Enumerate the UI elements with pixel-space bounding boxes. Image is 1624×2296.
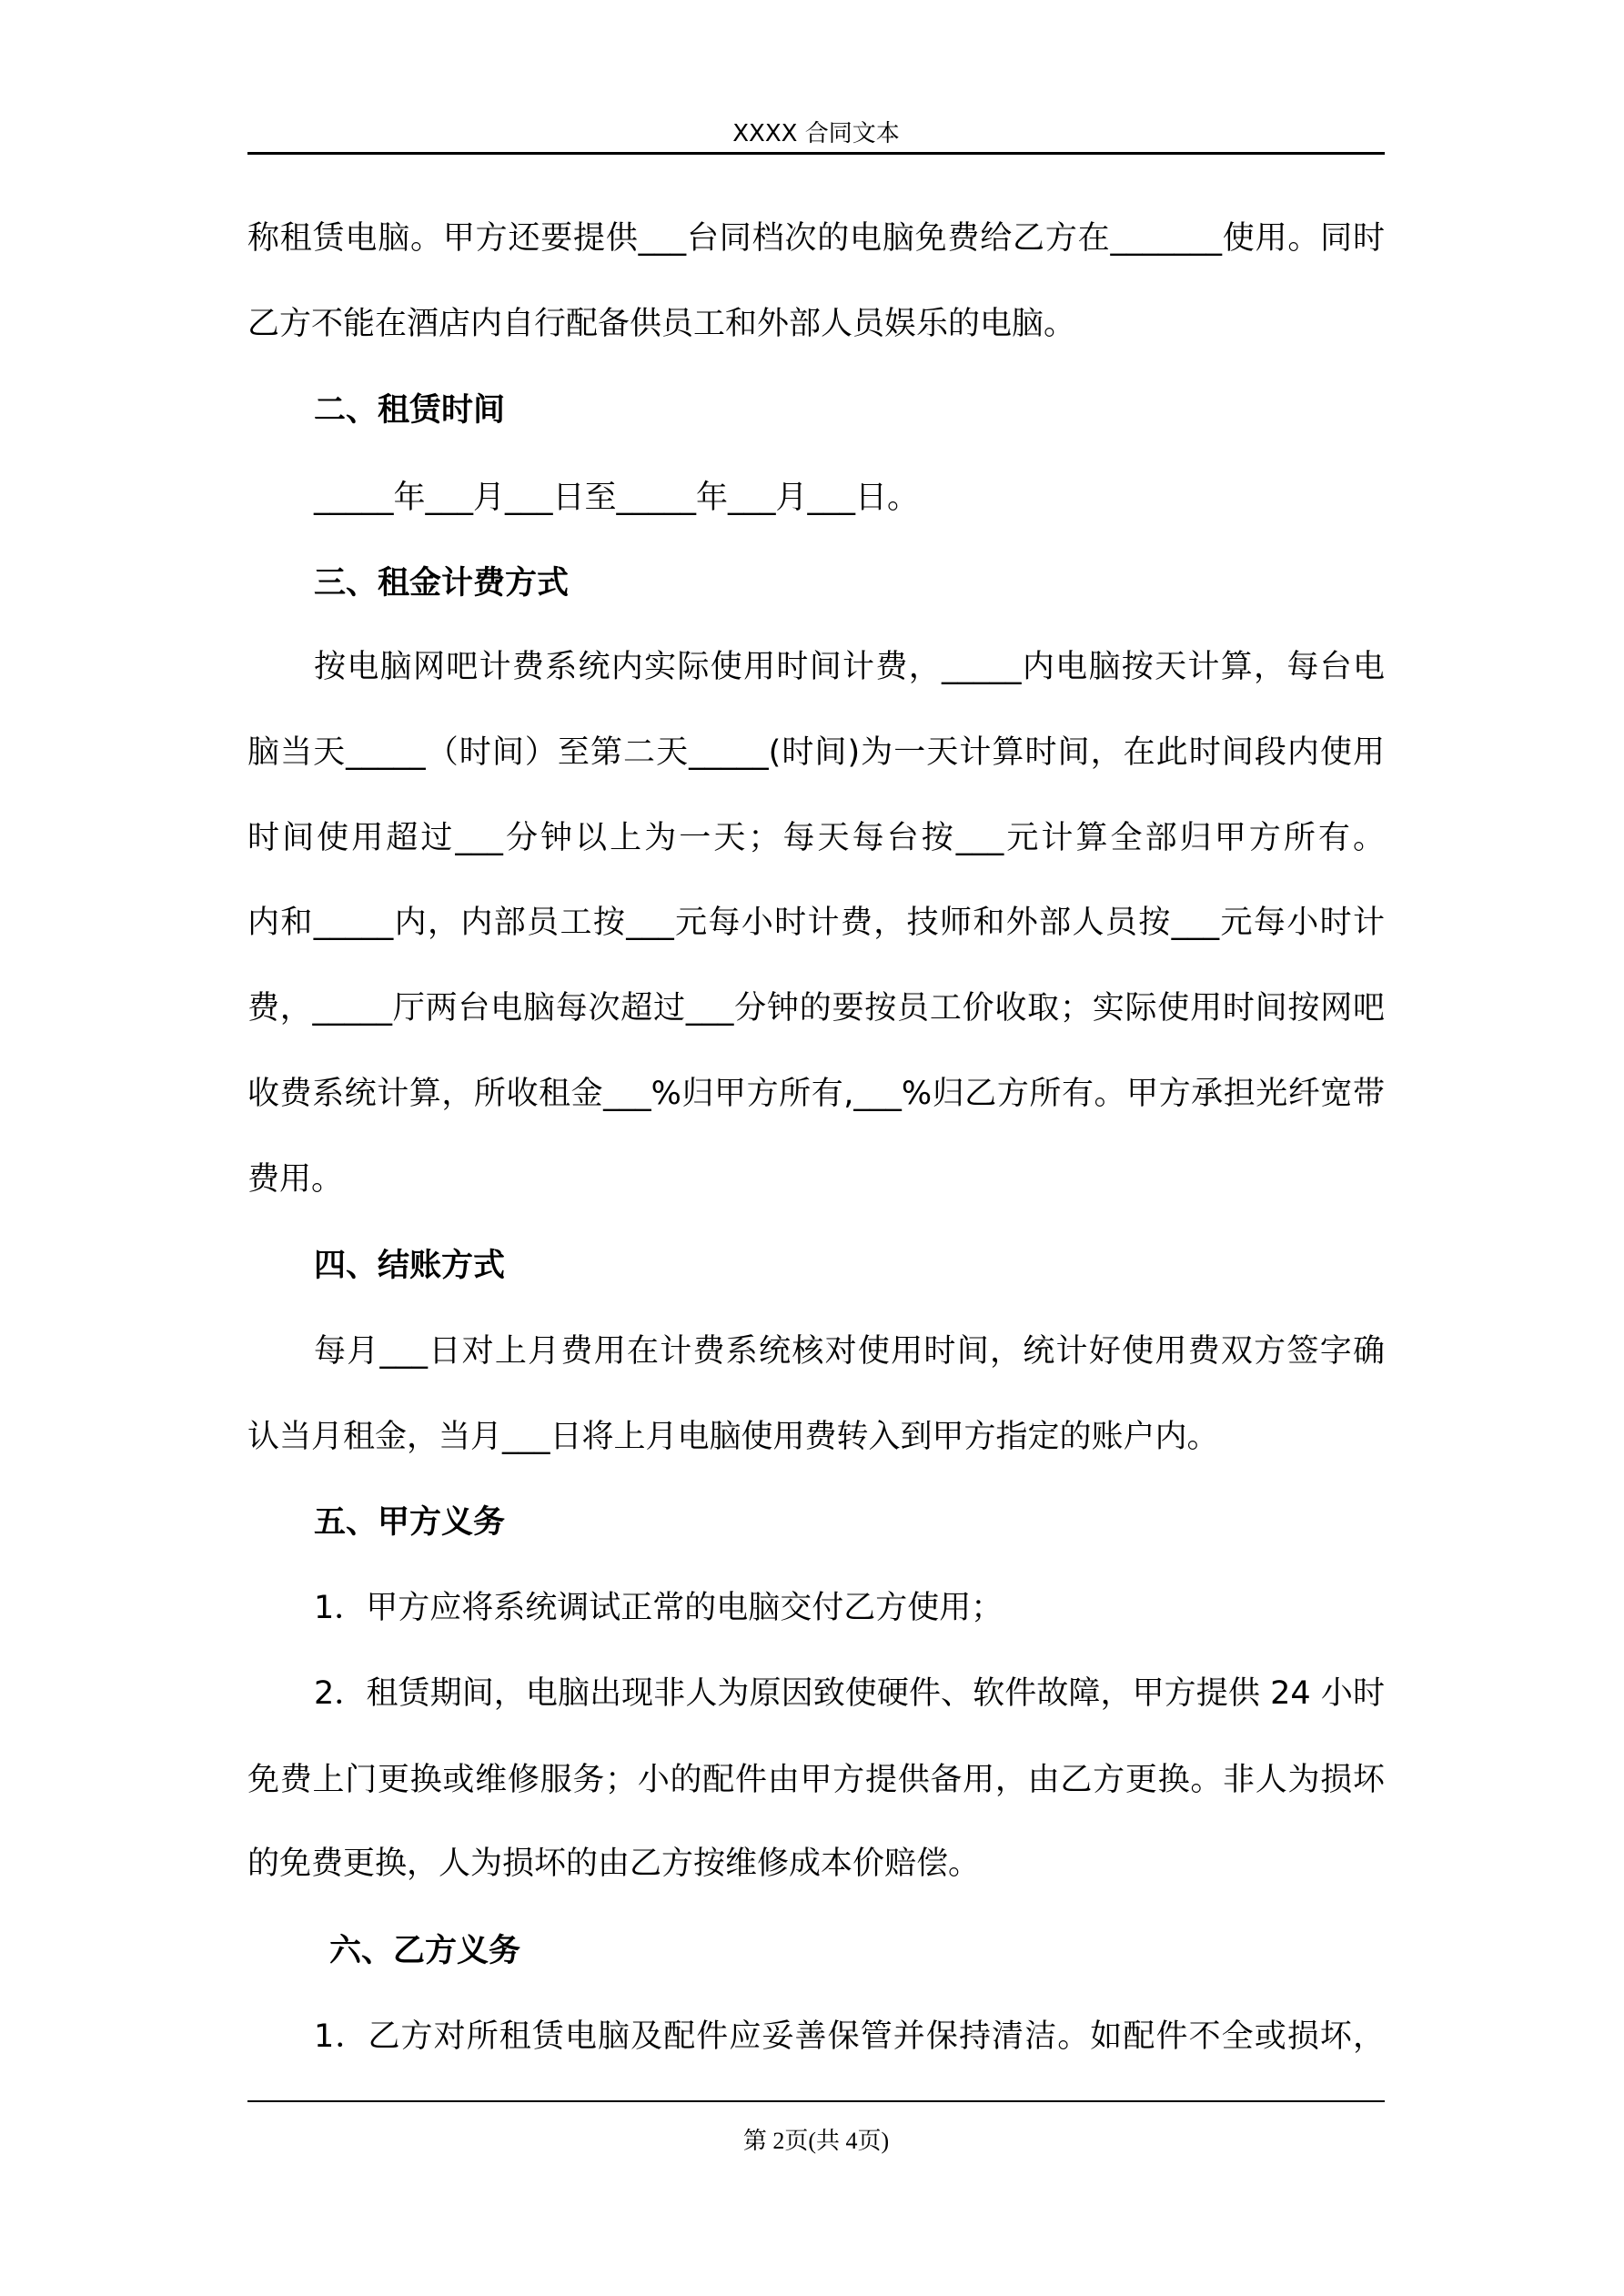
paragraph-line: _____年___月___日至_____年___月___日。: [314, 480, 920, 516]
list-item: 1．甲方应将系统调试正常的电脑交付乙方使用；: [314, 1590, 1004, 1626]
paragraph-line: 乙方不能在酒店内自行配备供员工和外部人员娱乐的电脑。: [247, 306, 1076, 342]
section-heading: 三、租金计费方式: [314, 565, 570, 602]
paragraph-line: 时间使用超过___分钟以上为一天；每天每台按___元计算全部归甲方所有。: [247, 820, 1385, 856]
paragraph-line: 脑当天_____（时间）至第二天_____(时间)为一天计算时间，在此时间段内使用: [247, 734, 1385, 771]
header-rule: [247, 152, 1385, 155]
paragraph-line: 称租赁电脑。甲方还要提供___台同档次的电脑免费给乙方在_______使用。同时: [247, 220, 1385, 257]
paragraph-line: 认当月租金，当月___日将上月电脑使用费转入到甲方指定的账户内。: [247, 1419, 1219, 1455]
list-item: 1．乙方对所租赁电脑及配件应妥善保管并保持清洁。如配件不全或损坏，: [314, 2018, 1385, 2055]
paragraph-line: 内和_____内，内部员工按___元每小时计费，技师和外部人员按___元每小时计: [247, 905, 1385, 941]
paragraph-line: 收费系统计算，所收租金___%归甲方所有,___%归乙方所有。甲方承担光纤宽带: [247, 1076, 1385, 1112]
section-heading: 二、租赁时间: [314, 392, 506, 429]
section-heading: 五、甲方义务: [314, 1504, 506, 1541]
paragraph-line: 费，_____厅两台电脑每次超过___分钟的要按员工价收取；实际使用时间按网吧: [247, 990, 1385, 1027]
header-title: XXXX 合同文本: [732, 120, 900, 147]
paragraph-line: 费用。: [247, 1161, 344, 1198]
paragraph-line: 的免费更换，人为损坏的由乙方按维修成本价赔偿。: [247, 1846, 981, 1882]
footer-rule: [247, 2100, 1385, 2102]
section-heading: 四、结账方式: [314, 1248, 506, 1284]
paragraph-line: 每月___日对上月费用在计费系统核对使用时间，统计好使用费双方签字确: [314, 1333, 1385, 1370]
page-number: 第 2页(共 4页): [742, 2128, 890, 2154]
paragraph-line: 按电脑网吧计费系统内实际使用时间计费，_____内电脑按天计算，每台电: [314, 649, 1385, 685]
paragraph-line: 免费上门更换或维修服务；小的配件由甲方提供备用，由乙方更换。非人为损坏: [247, 1762, 1385, 1798]
list-item: 2．租赁期间，电脑出现非人为原因致使硬件、软件故障，甲方提供 24 小时: [314, 1675, 1385, 1712]
section-heading: 六、乙方义务: [329, 1933, 521, 1969]
